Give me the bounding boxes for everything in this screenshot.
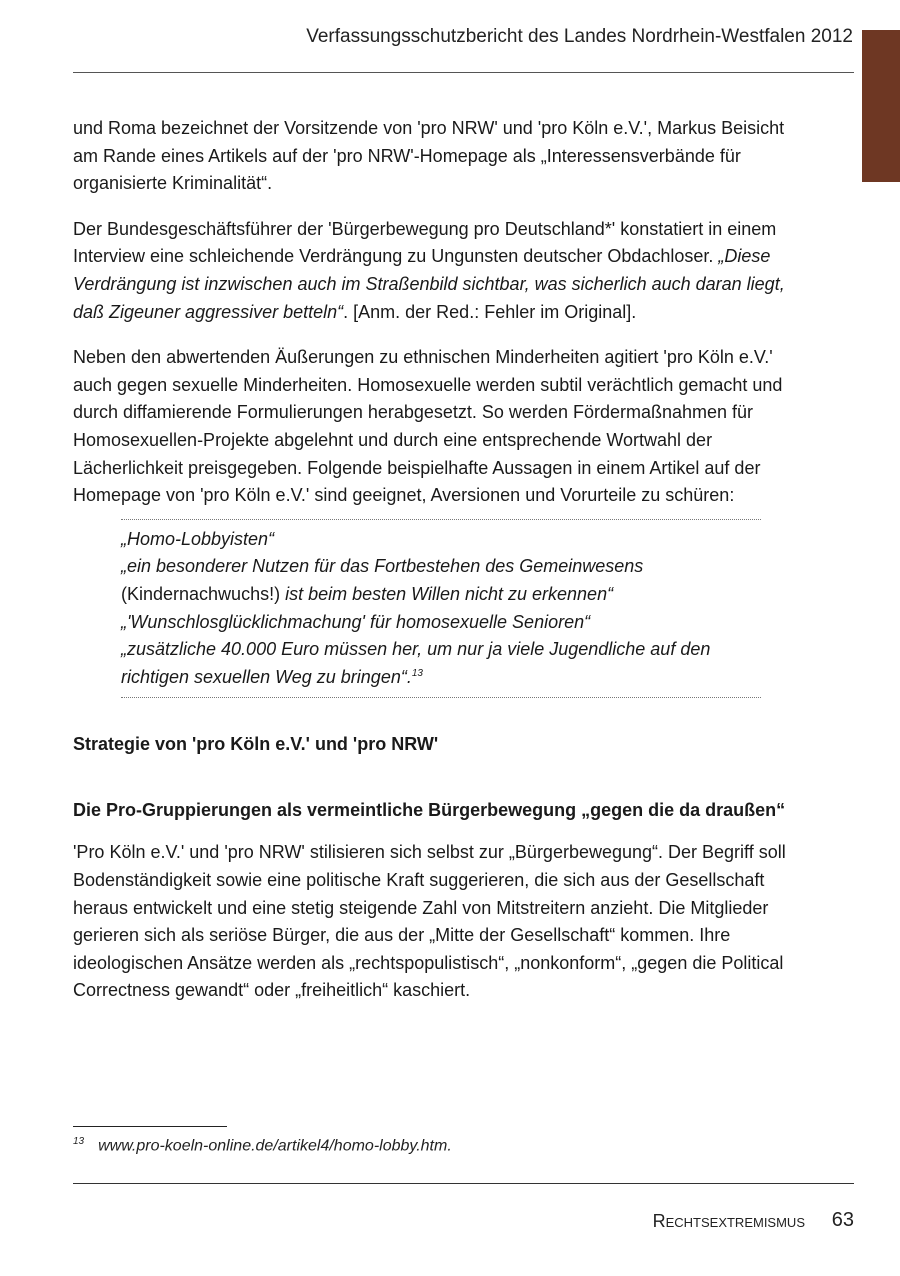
quote-2-part-b: (Kindernachwuchs!) <box>121 583 286 604</box>
quote-2 <box>121 553 761 608</box>
footer-section-label: Rechtsextremismus <box>652 1211 805 1231</box>
page-body <box>73 115 813 1005</box>
quote-1: „Homo-Lobbyisten“ <box>121 528 275 549</box>
quote-block <box>121 519 761 699</box>
paragraph-2 <box>73 216 813 326</box>
section-color-tab <box>862 30 900 182</box>
header-divider <box>73 72 854 73</box>
paragraph-2-note: . [Anm. der Red.: Fehler im Original]. <box>343 301 637 322</box>
quote-4-text: „zusätzliche 40.000 Euro müssen her, um nur ja viele Jugendliche auf den richtigen sexuellen Weg zu bringen“. <box>121 639 711 687</box>
footnote-number: 13 <box>73 1136 85 1147</box>
footnote <box>73 1136 452 1155</box>
footnote-divider <box>73 1126 227 1127</box>
footnote-link[interactable]: www.pro-koeln-online.de/artikel4/homo-lobby.htm. <box>98 1137 452 1155</box>
paragraph-2-quote: „Diese Verdrängung ist inzwischen auch im Straßenbild sichtbar, was sicherlich auch daran liegt, daß Zigeuner aggressiver betteln“ <box>73 246 785 322</box>
paragraph-4: 'Pro Köln e.V.' und 'pro NRW' stilisieren sich selbst zur „Bürgerbewegung“. Der Begriff soll Bodenständigkeit sowie eine politische Kraft suggerieren, die sich aus der Gesellschaft heraus entwickelt und eine stetig steigende Zahl von Mitstreitern anzieht. Die Mitglieder gerieren sich als seriöse Bürger, die aus der „Mitte der Gesellschaft“ kommen. Ihre ideologischen Ansätze werden als „rechtspopulistisch“, „nonkonform“, „gegen die Political Correctness gewandt“ oder „freiheitlich“ kaschiert. <box>73 842 786 1001</box>
heading-strategy: Strategie von 'pro Köln e.V.' und 'pro NRW' <box>73 734 439 755</box>
heading-subsection: Die Pro-Gruppierungen als vermeintliche Bürgerbewegung „gegen die da draußen“ <box>73 799 786 820</box>
page-header-title: Verfassungsschutzbericht des Landes Nordrhein-Westfalen 2012 <box>306 26 853 47</box>
paragraph-2-lead: Der Bundesgeschäftsführer der 'Bürgerbewegung pro Deutschland*' konstatiert in einem Interview eine schleichende Verdrängung zu Ungunsten deutscher Obdachloser. <box>73 218 777 267</box>
page-number: 63 <box>831 1209 854 1231</box>
quote-4 <box>121 636 761 691</box>
footer-divider <box>73 1183 854 1184</box>
quote-3: „'Wunschlosglücklichmachung' für homosexuelle Senioren“ <box>121 611 591 632</box>
footnote-ref[interactable]: 13 <box>411 667 423 679</box>
quote-2-part-c: ist beim besten Willen nicht zu erkennen“ <box>285 583 614 604</box>
paragraph-1: und Roma bezeichnet der Vorsitzende von 'pro NRW' und 'pro Köln e.V.', Markus Beisicht am Rande eines Artikels auf der 'pro NRW'-Homepage als „Interessensverbände für organisierte Kriminalität“. <box>73 118 785 194</box>
quote-2-part-a: „ein besonderer Nutzen für das Fortbestehen des Gemeinwesens <box>121 556 644 577</box>
paragraph-3: Neben den abwertenden Äußerungen zu ethnischen Minderheiten agitiert 'pro Köln e.V.' auch gegen sexuelle Minderheiten. Homosexuelle werden subtil verächtlich gemacht und durch diffamierende Formulierungen herabgesetzt. So werden Fördermaßnahmen für Homosexuellen-Projekte abgelehnt und durch eine entsprechende Wortwahl der Lächerlichkeit preisgegeben. Folgende beispielhafte Aussagen in einem Artikel auf der Homepage von 'pro Köln e.V.' sind geeignet, Aversionen und Vorurteile zu schüren: <box>73 347 783 506</box>
